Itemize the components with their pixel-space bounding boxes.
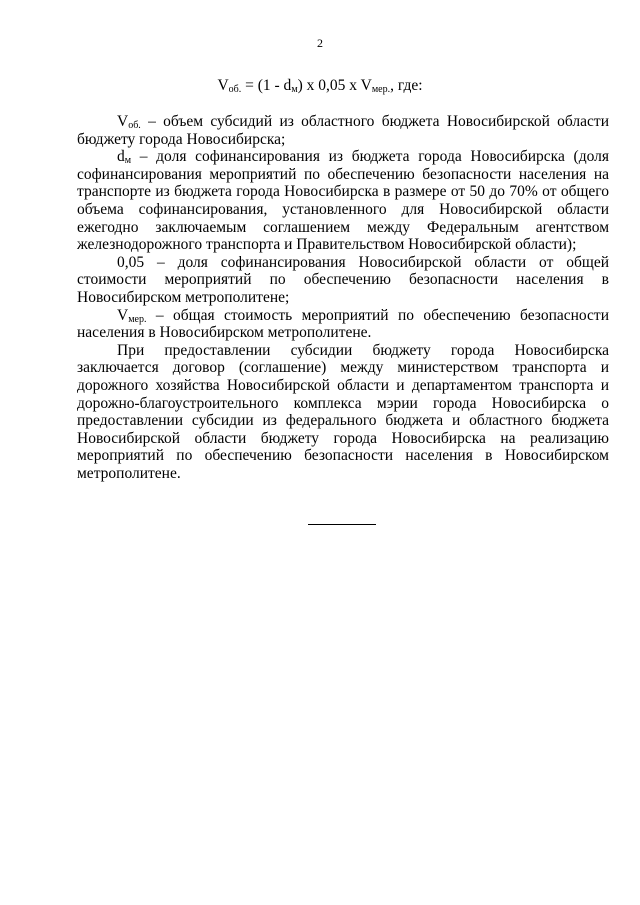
formula-d-subscript: м xyxy=(291,84,298,95)
closing-paragraph: При предоставлении субсидии бюджету города Новосибирска заключается договор (соглашение) между министерством транспорта и дорожного хозяйства Новосибирской области и департаментом транспорта и дорожно-благоустроительного комплекса мэрии города Новосибирска о предоставлении субсидии из федерального бюджета и областного бюджета Новосибирской области бюджету города Новосибирска на реализацию мероприятий по обеспечению безопасности населения в Новосибирском метрополитене. xyxy=(77,341,609,482)
definition-symbol: V xyxy=(117,306,129,324)
definition-coefficient xyxy=(77,254,609,307)
formula-multiply-part: ) x 0,05 x V xyxy=(297,77,372,94)
definition-symbol: d xyxy=(117,148,125,166)
page-number: 2 xyxy=(317,36,323,50)
definition-text: 0,05 – доля софинансирования Новосибирской области от общей стоимости мероприятий по обеспечению безопасности населения в Новосибирском метрополитене; xyxy=(77,253,609,306)
formula-equals-part: = (1 - d xyxy=(241,77,292,94)
definition-symbol-subscript: об. xyxy=(128,120,141,131)
formula-tail: , где: xyxy=(390,77,423,94)
definition-text: – доля софинансирования из бюджета города Новосибирска (доля софинансирования мероприятий по обеспечению безопасности населения на транспорте из бюджета города Новосибирска в размере от 50 до 70% от общего объема софинансирования, установленного для Новосибирской области ежегодно заключаемым соглашением между Федеральным агентством железнодорожного транспорта и Правительством Новосибирской области); xyxy=(77,148,609,254)
definition-symbol-subscript: мер. xyxy=(128,313,147,325)
formula xyxy=(0,77,640,95)
formula-v-symbol: V xyxy=(217,77,229,94)
document-body xyxy=(77,113,609,482)
definition-text: – объем субсидий из областного бюджета Новосибирской области бюджету города Новосибирска; xyxy=(77,113,609,148)
formula-v-mer-subscript: мер. xyxy=(371,84,391,95)
end-divider-line xyxy=(308,524,376,525)
definition-symbol-subscript: м xyxy=(124,155,132,167)
definition-symbol: V xyxy=(117,113,129,130)
definition-d-m xyxy=(77,148,609,254)
definition-text: – общая стоимость мероприятий по обеспечению безопасности населения в Новосибирском метрополитене. xyxy=(77,306,609,342)
definition-v-mer xyxy=(77,307,609,342)
formula-v-subscript: об. xyxy=(228,84,242,95)
definition-v-ob xyxy=(77,113,609,148)
